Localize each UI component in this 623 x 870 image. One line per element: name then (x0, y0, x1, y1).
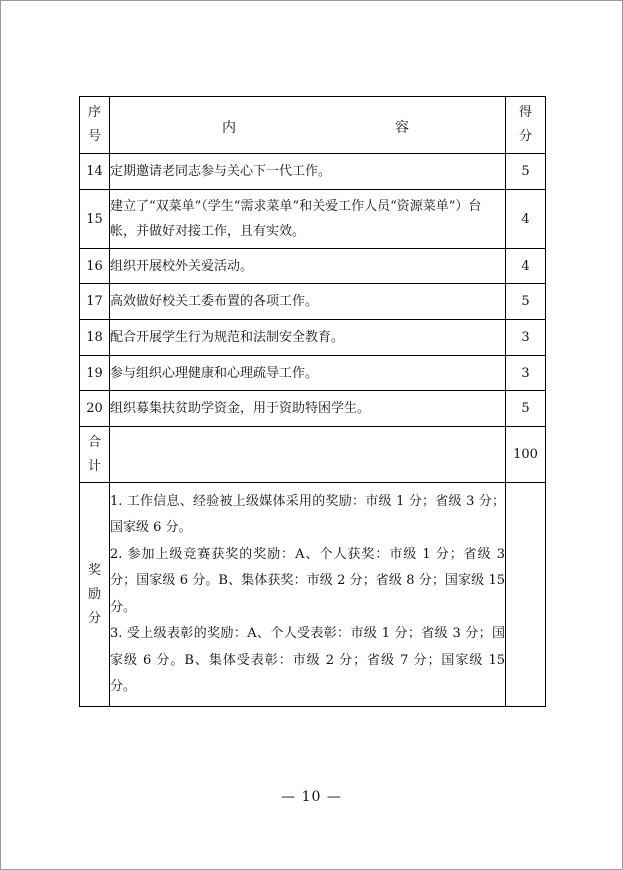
row-number: 15 (80, 190, 110, 249)
bonus-item: 1. 工作信息、经验被上级媒体采用的奖励：市级 1 分；省级 3 分；国家级 6 分。 (110, 493, 505, 535)
row-content: 参与组织心理健康和心理疏导工作。 (110, 356, 506, 391)
header-content (110, 97, 506, 154)
row-number: 18 (80, 320, 110, 356)
table-row (80, 391, 546, 427)
page-number: — 10 — (281, 789, 342, 805)
row-score: 5 (506, 154, 546, 190)
row-number: 16 (80, 249, 110, 284)
bonus-content (110, 483, 506, 707)
table-row (80, 154, 546, 190)
table-row (80, 320, 546, 356)
table-row (80, 249, 546, 284)
row-content: 定期邀请老同志参与关心下一代工作。 (110, 154, 506, 190)
header-row (80, 97, 546, 154)
bonus-item: 3. 受上级表彰的奖励：A、个人受表彰：市级 1 分；省级 3 分；国家级 6 分。B、集体受表彰：市级 2 分；省级 7 分；国家级 15 分。 (110, 626, 505, 694)
row-content: 配合开展学生行为规范和法制安全教育。 (110, 320, 506, 356)
row-number: 14 (80, 154, 110, 190)
bonus-item: 2. 参加上级竞赛获奖的奖励：A、个人获奖：市级 1 分；省级 3 分；国家级 6 分。B、集体获奖：市级 2 分；省级 8 分；国家级 15 分。 (110, 546, 505, 615)
row-content: 组织开展校外关爱活动。 (110, 249, 506, 284)
row-number: 19 (80, 356, 110, 391)
header-seq: 序号 (80, 97, 110, 154)
row-score: 4 (506, 249, 546, 284)
total-row (80, 427, 546, 483)
row-content: 组织募集扶贫助学资金，用于资助特困学生。 (110, 391, 506, 427)
table-row (80, 284, 546, 320)
header-content-left: 内 (222, 119, 236, 136)
header-content-right: 容 (395, 119, 409, 136)
row-number: 20 (80, 391, 110, 427)
total-content (110, 427, 506, 483)
row-content: 建立了“双菜单”（学生“需求菜单”和关爱工作人员“资源菜单”）台帐，并做好对接工作，且有实效。 (110, 190, 506, 249)
score-table (79, 96, 546, 707)
bonus-row (80, 483, 546, 707)
row-score: 3 (506, 320, 546, 356)
row-score: 4 (506, 190, 546, 249)
bonus-score (506, 483, 546, 707)
row-number: 17 (80, 284, 110, 320)
row-score: 5 (506, 391, 546, 427)
table-row (80, 356, 546, 391)
bonus-label: 奖励分 (80, 483, 110, 707)
table-row (80, 190, 546, 249)
row-score: 5 (506, 284, 546, 320)
header-score: 得分 (506, 97, 546, 154)
total-score: 100 (506, 427, 546, 483)
row-content: 高效做好校关工委布置的各项工作。 (110, 284, 506, 320)
total-label: 合计 (80, 427, 110, 483)
row-score: 3 (506, 356, 546, 391)
